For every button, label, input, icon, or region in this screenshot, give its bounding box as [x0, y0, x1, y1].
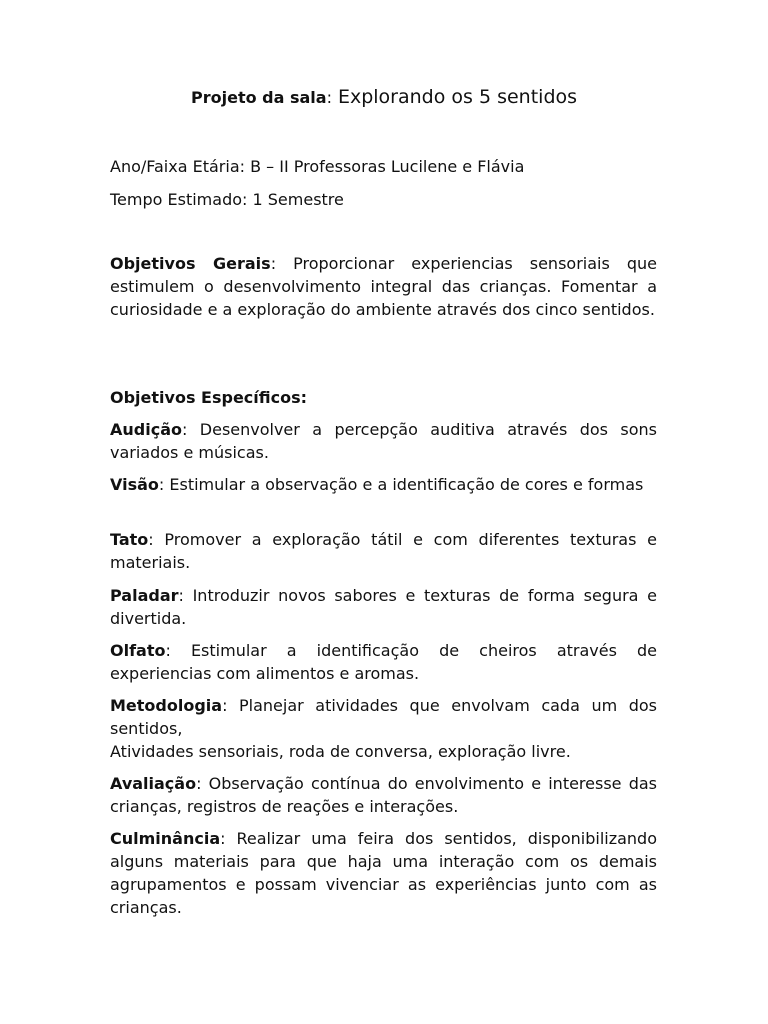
objective-taste-label: Paladar: [110, 586, 179, 605]
objective-touch-label: Tato: [110, 530, 149, 549]
objective-hearing: [110, 418, 657, 464]
methodology-text-1: : Planejar atividades que envolvam cada um dos sentidos,: [110, 696, 657, 738]
culmination-paragraph: [110, 827, 657, 919]
document-title: [191, 85, 577, 110]
objective-touch-text: : Promover a exploração tátil e com diferentes texturas e materiais.: [110, 530, 657, 572]
objective-touch: [110, 528, 657, 574]
title-label: Projeto da sala: [191, 88, 327, 107]
culmination-text: : Realizar uma feira dos sentidos, disponibilizando alguns materiais para que haja uma interação com os demais agrupamentos e possam vivenciar as experiências junto com as crianças.: [110, 829, 657, 917]
general-objectives-paragraph: [110, 252, 657, 321]
objective-taste: [110, 584, 657, 630]
general-objectives-text: : Proporcionar experiencias sensoriais que estimulem o desenvolvimento integral das crianças. Fomentar a curiosidade e a exploração do ambiente através dos cinco sentidos.: [110, 254, 657, 319]
culmination-label: Culminância: [110, 829, 221, 848]
objective-smell-text: : Estimular a identificação de cheiros através de experiencias com alimentos e aromas.: [110, 641, 657, 683]
title-colon: :: [326, 88, 332, 107]
objective-smell-label: Olfato: [110, 641, 166, 660]
objective-vision-text: : Estimular a observação e a identificação de cores e formas: [158, 475, 644, 494]
evaluation-text: : Observação contínua do envolvimento e interesse das crianças, registros de reações e interações.: [110, 774, 657, 816]
evaluation-paragraph: [110, 772, 657, 818]
methodology-paragraph-2: Atividades sensoriais, roda de conversa, exploração livre.: [110, 742, 571, 761]
objective-smell: [110, 639, 657, 685]
estimated-time-line: Tempo Estimado: 1 Semestre: [110, 190, 344, 209]
evaluation-label: Avaliação: [110, 774, 197, 793]
objective-vision-label: Visão: [110, 475, 159, 494]
objective-taste-text: : Introduzir novos sabores e texturas de forma segura e divertida.: [110, 586, 657, 628]
methodology-label: Metodologia: [110, 696, 223, 715]
general-objectives-label: Objetivos Gerais: [110, 254, 271, 273]
age-group-line: Ano/Faixa Etária: B – II Professoras Lucilene e Flávia: [110, 157, 525, 176]
objective-vision: [110, 473, 657, 496]
title-text: Explorando os 5 sentidos: [337, 86, 578, 108]
objective-hearing-label: Audição: [110, 420, 182, 439]
methodology-paragraph-1: [110, 694, 657, 740]
objective-hearing-text: : Desenvolver a percepção auditiva através dos sons variados e músicas.: [110, 420, 657, 462]
specific-objectives-heading: Objetivos Específicos:: [110, 388, 308, 407]
